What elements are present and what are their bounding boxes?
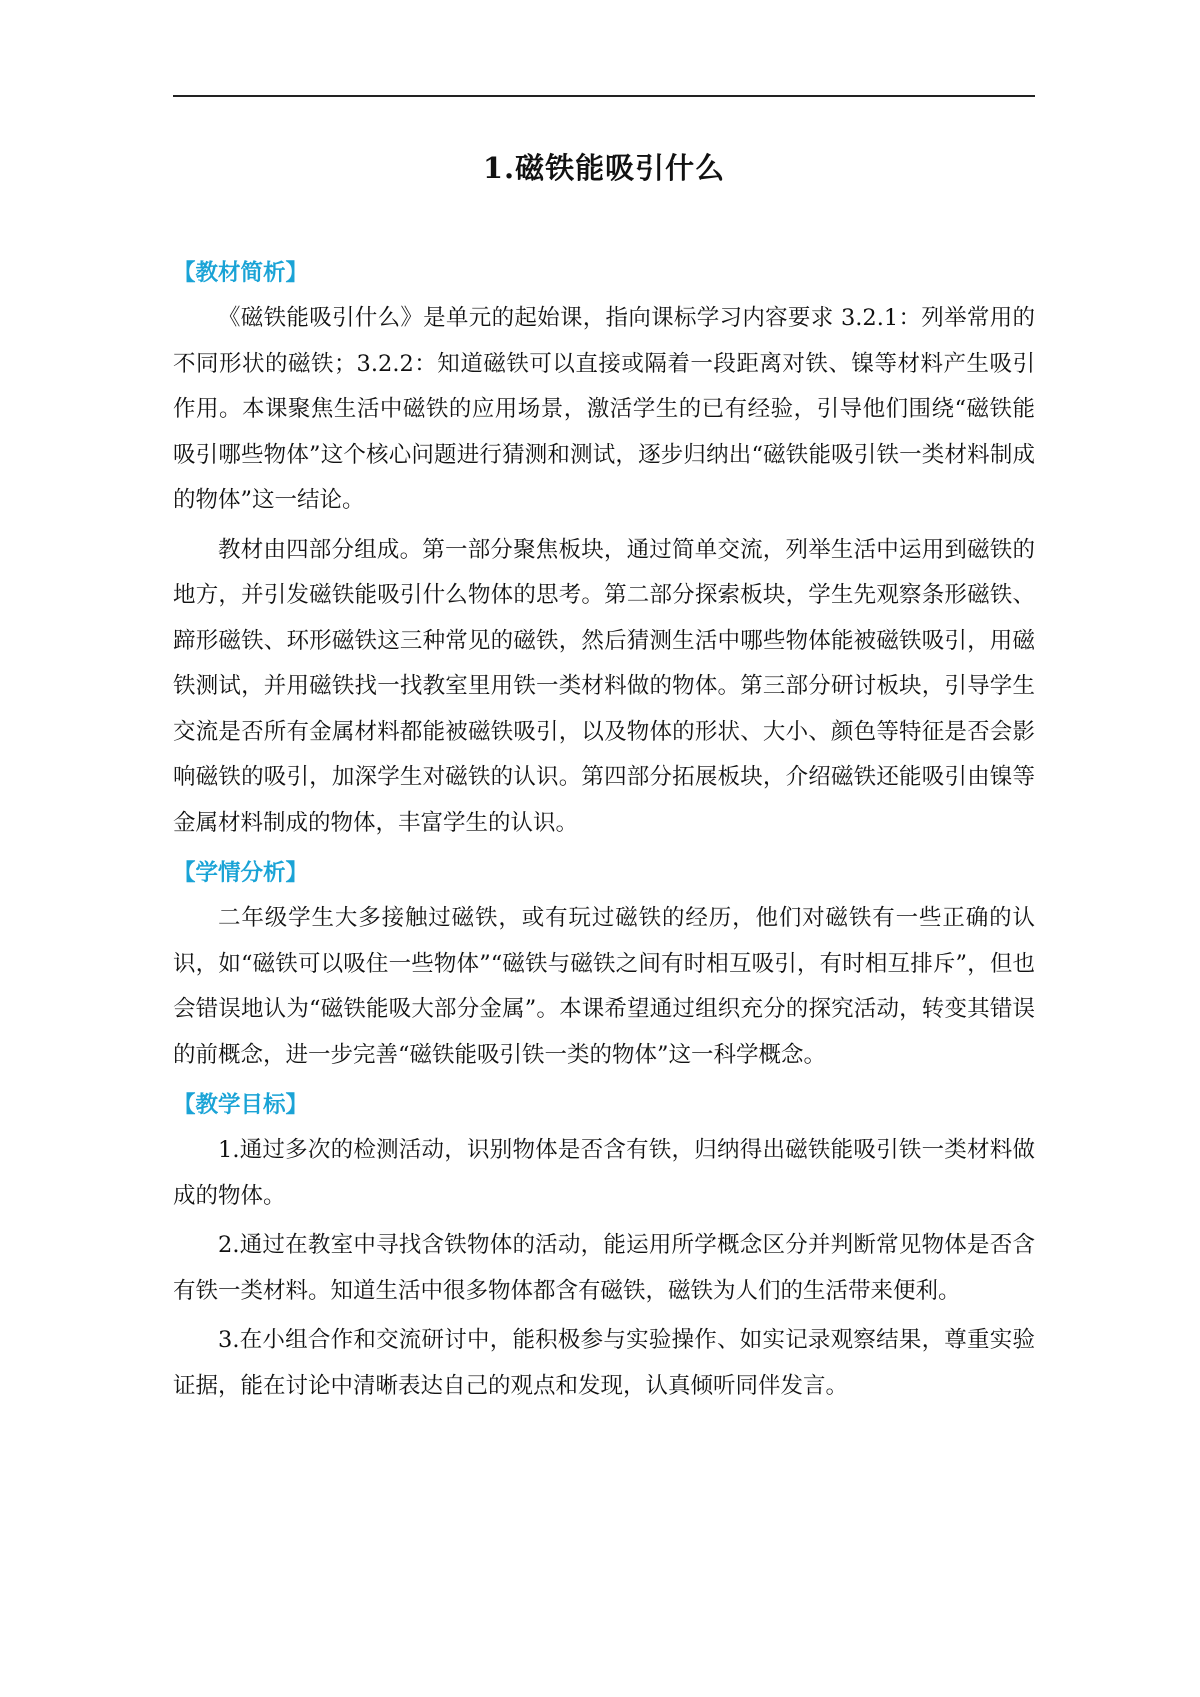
goal-item: 1.通过多次的检测活动，识别物体是否含有铁，归纳得出磁铁能吸引铁一类材料做成的物体。 (173, 1137, 1035, 1209)
section-heading-textbook-analysis: 【教材简析】 (173, 260, 309, 286)
section-heading-learner-analysis: 【学情分析】 (173, 860, 309, 886)
document-body (173, 250, 1035, 1413)
section-teaching-goals (173, 1082, 1035, 1409)
header-rule (173, 95, 1035, 97)
paragraph: 《磁铁能吸引什么》是单元的起始课，指向课标学习内容要求 3.2.1：列举常用的不同形状的磁铁；3.2.2：知道磁铁可以直接或隔着一段距离对铁、镍等材料产生吸引作用。本课聚焦生活中磁铁的应用场景，激活学生的已有经验，引导他们围绕“磁铁能吸引哪些物体”这个核心问题进行猜测和测试，逐步归纳出“磁铁能吸引铁一类材料制成的物体”这一结论。 (173, 305, 1035, 513)
document-title: 1.磁铁能吸引什么 (482, 151, 726, 185)
section-heading-teaching-goals: 【教学目标】 (173, 1092, 309, 1118)
section-textbook-analysis (173, 250, 1035, 846)
paragraph: 二年级学生大多接触过磁铁，或有玩过磁铁的经历，他们对磁铁有一些正确的认识，如“磁铁可以吸住一些物体”“磁铁与磁铁之间有时相互吸引，有时相互排斥”，但也会错误地认为“磁铁能吸大部分金属”。本课希望通过组织充分的探究活动，转变其错误的前概念，进一步完善“磁铁能吸引铁一类的物体”这一科学概念。 (173, 905, 1035, 1068)
goal-item: 2.通过在教室中寻找含铁物体的活动，能运用所学概念区分并判断常见物体是否含有铁一类材料。知道生活中很多物体都含有磁铁，磁铁为人们的生活带来便利。 (173, 1232, 1035, 1304)
goal-item: 3.在小组合作和交流研讨中，能积极参与实验操作、如实记录观察结果，尊重实验证据，能在讨论中清晰表达自己的观点和发现，认真倾听同伴发言。 (173, 1327, 1035, 1399)
section-learner-analysis (173, 850, 1035, 1078)
paragraph: 教材由四部分组成。第一部分聚焦板块，通过简单交流，列举生活中运用到磁铁的地方，并引发磁铁能吸引什么物体的思考。第二部分探索板块，学生先观察条形磁铁、蹄形磁铁、环形磁铁这三种常见的磁铁，然后猜测生活中哪些物体能被磁铁吸引，用磁铁测试，并用磁铁找一找教室里用铁一类材料做的物体。第三部分研讨板块，引导学生交流是否所有金属材料都能被磁铁吸引，以及物体的形状、大小、颜色等特征是否会影响磁铁的吸引，加深学生对磁铁的认识。第四部分拓展板块，介绍磁铁还能吸引由镍等金属材料制成的物体，丰富学生的认识。 (173, 536, 1035, 836)
